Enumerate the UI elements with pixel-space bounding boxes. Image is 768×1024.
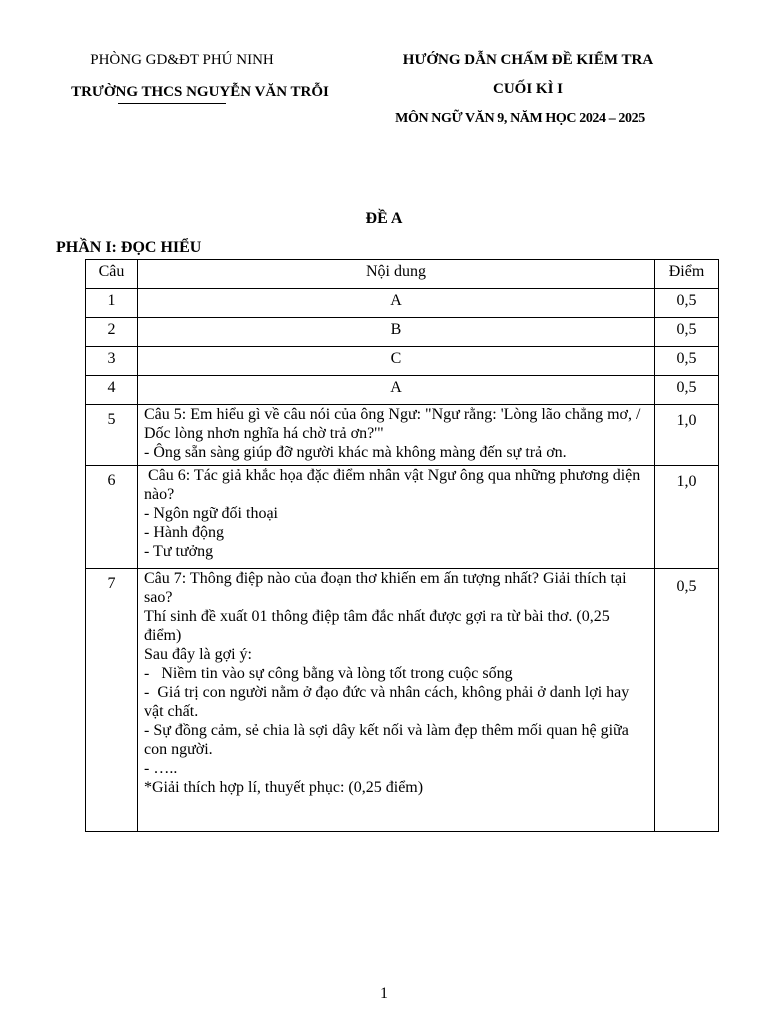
- question-number: 3: [86, 347, 138, 376]
- header-content: Nội dung: [138, 260, 655, 289]
- question-number: 4: [86, 376, 138, 405]
- section-title: PHẦN I: ĐỌC HIỂU: [56, 239, 202, 256]
- answer-line: - Niềm tin vào sự công bằng và lòng tốt trong cuộc sống: [144, 665, 513, 682]
- answer-content: A: [138, 376, 655, 405]
- answer-line: - Ông sẵn sàng giúp đỡ người khác mà không màng đến sự trả ơn.: [144, 444, 567, 461]
- answer-line: Câu 6: Tác giả khắc họa đặc điểm nhân vật Ngư ông qua những phương diện nào?: [144, 467, 645, 503]
- document-title: HƯỚNG DẪN CHẤM ĐỀ KIỂM TRA: [402, 52, 654, 68]
- school-name: TRƯỜNG THCS NGUYỄN VĂN TRỖI: [71, 84, 329, 100]
- question-points: 0,5: [655, 289, 719, 318]
- answer-content: C: [138, 347, 655, 376]
- question-number: 5: [86, 405, 138, 466]
- answer-content: A: [138, 289, 655, 318]
- page-number: 1: [380, 985, 388, 1002]
- question-number: 2: [86, 318, 138, 347]
- question-number: 6: [86, 466, 138, 569]
- table-header-row: [86, 260, 719, 289]
- table-row: [86, 405, 719, 466]
- header-question: Câu: [86, 260, 138, 289]
- question-points: 1,0: [655, 466, 719, 569]
- answer-line: Sau đây là gợi ý:: [144, 646, 252, 663]
- answer-line: Câu 7: Thông điệp nào của đoạn thơ khiến em ấn tượng nhất? Giải thích tại sao?: [144, 570, 627, 606]
- question-number: 1: [86, 289, 138, 318]
- table-row: [86, 347, 719, 376]
- question-points: 0,5: [655, 376, 719, 405]
- table-row: [86, 569, 719, 832]
- table-row: [86, 376, 719, 405]
- answer-content: [138, 569, 655, 832]
- table-row: [86, 466, 719, 569]
- answer-line: - Hành động: [144, 524, 224, 541]
- answer-content: B: [138, 318, 655, 347]
- department-name: PHÒNG GD&ĐT PHÚ NINH: [90, 52, 274, 68]
- document-subtitle: CUỐI KÌ I: [492, 81, 563, 97]
- question-points: 1,0: [655, 405, 719, 466]
- answer-line: - Giá trị con người nằm ở đạo đức và nhân cách, không phải ở danh lợi hay vật chất.: [144, 684, 634, 720]
- question-points: 0,5: [655, 318, 719, 347]
- table-row: [86, 289, 719, 318]
- answer-line: - …..: [144, 760, 178, 777]
- answer-line: - Ngôn ngữ đối thoại: [144, 505, 278, 522]
- answer-line: Thí sinh đề xuất 01 thông điệp tâm đắc nhất được gợi ra từ bài thơ. (0,25 điểm): [144, 608, 610, 644]
- answer-table: [85, 259, 719, 832]
- exam-code: ĐỀ A: [365, 210, 403, 227]
- answer-line: - Tư tưởng: [144, 543, 214, 560]
- question-points: 0,5: [655, 569, 719, 832]
- answer-content: [138, 405, 655, 466]
- answer-content: [138, 466, 655, 569]
- header-points: Điểm: [655, 260, 719, 289]
- table-row: [86, 318, 719, 347]
- subject-year: MÔN NGỮ VĂN 9, NĂM HỌC 2024 – 2025: [395, 111, 645, 126]
- header-underline: [118, 103, 226, 104]
- question-number: 7: [86, 569, 138, 832]
- question-points: 0,5: [655, 347, 719, 376]
- answer-line: Câu 5: Em hiểu gì về câu nói của ông Ngư: "Ngư rằng: 'Lòng lão chẳng mơ, / Dốc lòng nhơn nghĩa há chờ trả ơn?'": [144, 406, 641, 442]
- answer-line: *Giải thích hợp lí, thuyết phục: (0,25 điểm): [144, 779, 424, 796]
- answer-line: - Sự đồng cảm, sẻ chia là sợi dây kết nối và làm đẹp thêm mối quan hệ giữa con người.: [144, 722, 629, 758]
